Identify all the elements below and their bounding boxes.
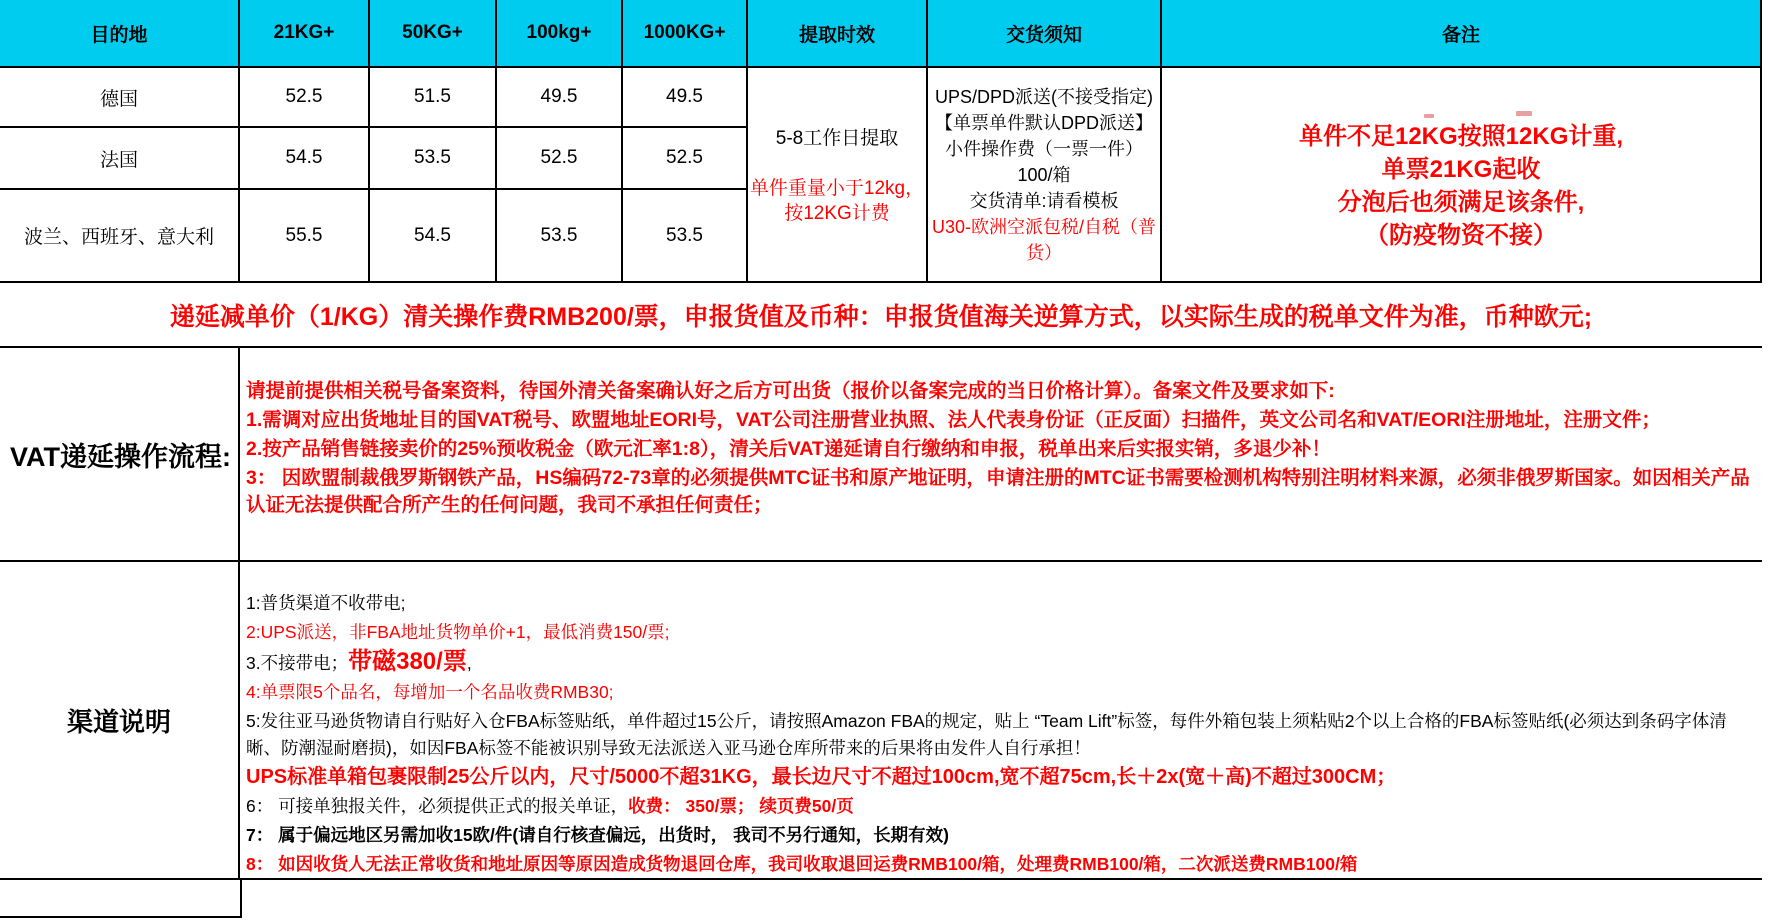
delivery-line: UPS/DPD派送(不接受指定) (934, 86, 1153, 107)
price-table (0, 0, 1762, 283)
channel-line-3-highlight: 带磁380/票 (348, 648, 467, 675)
column-header-pickup-time: 提取时效 (748, 0, 928, 68)
bottom-column-divider (240, 880, 242, 916)
remark-cell (1162, 68, 1762, 283)
destination-cell: 波兰、西班牙、意大利 (0, 190, 240, 283)
channel-line-6-fee: 收费： 350/票； 续页费50/页 (628, 796, 854, 816)
channel-line-2: 2:UPS派送，非FBA地址货物单价+1，最低消费150/票; (246, 622, 670, 642)
destination-cell: 法国 (0, 128, 240, 190)
customs-notice-row (0, 283, 1762, 348)
bottom-row-line (0, 916, 242, 918)
channel-section-content (240, 562, 1762, 878)
price-cell: 52.5 (240, 68, 370, 128)
price-cell: 54.5 (370, 190, 497, 283)
price-cell: 53.5 (497, 190, 623, 283)
channel-line-3-prefix: 3.不接带电； (246, 653, 349, 673)
vat-line: 1.需调对应出货地址目的国VAT税号、欧盟地址EORI号，VAT公司注册营业执照、法人代表身份证（正反面）扫描件，英文公司名和VAT/EORI注册地址，注册文件； (246, 409, 1661, 431)
artifact-mark (1516, 111, 1532, 116)
channel-line-5: 5:发往亚马逊货物请自行贴好入仓FBA标签贴纸，单件超过15公斤，请按照Amazon FBA的规定，贴上 “Team Lift”标签，每件外箱包装上须粘贴2个以上合格的FBA标签贴纸(必须达到条码字体清晰、防潮湿耐磨损)，如因FBA标签不能被识别导致无法派送入亚马逊仓库所带来的后果将由发件人自行承担！ (246, 711, 1727, 758)
remark-line: 分泡后也须满足该条件, (1337, 188, 1585, 216)
vat-section-content (240, 348, 1762, 560)
price-cell: 49.5 (623, 68, 748, 128)
price-cell: 54.5 (240, 128, 370, 190)
column-header-delivery-notes: 交货须知 (928, 0, 1162, 68)
price-cell: 51.5 (370, 68, 497, 128)
channel-line-1: 1:普货渠道不收带电; (246, 593, 406, 613)
price-cell: 55.5 (240, 190, 370, 283)
column-header-1000kg: 1000KG+ (623, 0, 748, 68)
column-header-50kg: 50KG+ (370, 0, 497, 68)
vat-section-label: VAT递延操作流程: (0, 348, 240, 560)
price-cell: 52.5 (623, 128, 748, 190)
channel-line-ups-limit: UPS标准单箱包裹限制25公斤以内，尺寸/5000不超31KG，最长边尺寸不超过100cm,宽不超75cm,长＋2x(宽＋高)不超过300CM； (246, 766, 1397, 788)
vat-line: 2.按产品销售链接卖价的25%预收税金（欧元汇率1:8），清关后VAT递延请自行缴纳和申报，税单出来后实报实销，多退少补！ (246, 438, 1331, 460)
delivery-notes-cell (928, 68, 1162, 283)
vat-line: 请提前提供相关税号备案资料，待国外清关备案确认好之后方可出货（报价以备案完成的当日价格计算）。备案文件及要求如下: (246, 380, 1335, 402)
artifact-mark (1424, 114, 1434, 118)
channel-section (0, 562, 1762, 880)
delivery-line: 交货清单:请看模板 (969, 190, 1119, 211)
column-header-destination: 目的地 (0, 0, 240, 68)
delivery-line: 【单票单件默认DPD派送】 (934, 112, 1153, 133)
customs-notice-text: 递延减单价（1/KG）清关操作费RMB200/票，申报货值及币种：申报货值海关逆算方式，以实际生成的税单文件为准，币种欧元; (169, 302, 1593, 331)
remark-line: （防疫物资不接） (1365, 221, 1557, 249)
column-header-remark: 备注 (1162, 0, 1762, 68)
delivery-line-channel-code: U30-欧洲空派包税/自税（普货） (931, 216, 1156, 263)
remark-line: 单件不足12KG按照12KG计重, (1298, 122, 1624, 150)
channel-line-8: 8： 如因收货人无法正常收货和地址原因等原因造成货物退回仓库，我司收取退回运费RMB100/箱，处理费RMB100/箱，二次派送费RMB100/箱 (246, 854, 1358, 874)
vat-line: 3： 因欧盟制裁俄罗斯钢铁产品，HS编码72-73章的必须提供MTC证书和原产地证明，申请注册的MTC证书需要检测机构特别注明材料来源，必须非俄罗斯国家。如因相关产品认证无法提供配合所产生的任何问题，我司不承担任何责任； (246, 467, 1750, 516)
channel-line-4: 4:单票限5个品名，每增加一个名品收费RMB30; (246, 682, 614, 702)
price-cell: 53.5 (623, 190, 748, 283)
price-cell: 49.5 (497, 68, 623, 128)
column-header-100kg: 100kg+ (497, 0, 623, 68)
destination-cell: 德国 (0, 68, 240, 128)
channel-line-3 (246, 648, 1758, 677)
pickup-weight-note: 单件重量小于12kg， 按12KG计费 (749, 178, 925, 224)
remark-line: 单票21KG起收 (1381, 155, 1541, 183)
channel-line-6-prefix: 6： 可接单独报关件，必须提供正式的报关单证， (246, 796, 629, 816)
channel-line-6 (246, 793, 1758, 820)
price-cell: 53.5 (370, 128, 497, 190)
channel-line-7: 7： 属于偏远地区另需加收15欧/件(请自行核查偏远，出货时， 我司不另行通知，长期有效) (246, 825, 949, 845)
price-cell: 52.5 (497, 128, 623, 190)
column-header-21kg: 21KG+ (240, 0, 370, 68)
delivery-line: 小件操作费（一票一件） 100/箱 (945, 138, 1143, 185)
pickup-time-text: 5-8工作日提取 (775, 128, 899, 149)
vat-section (0, 348, 1762, 562)
channel-line-3-suffix: , (466, 653, 472, 673)
channel-section-label: 渠道说明 (0, 562, 240, 878)
pickup-time-cell (748, 68, 928, 283)
